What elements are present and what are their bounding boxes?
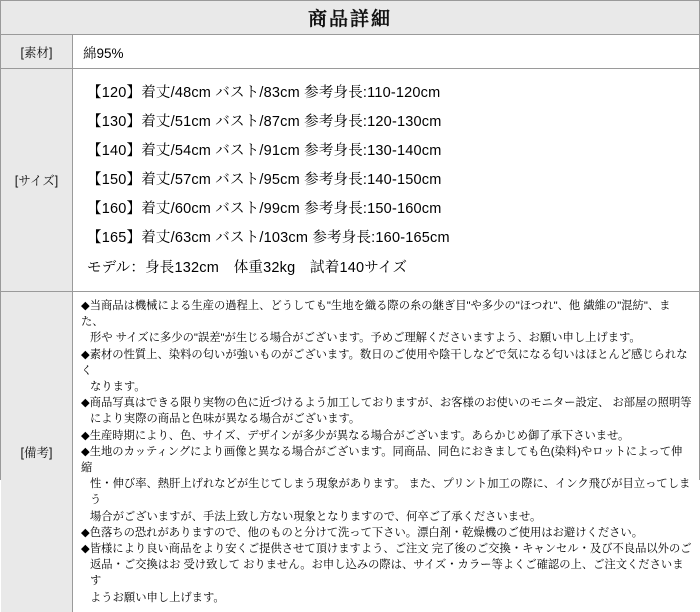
page-title: 商品詳細 [307,9,392,30]
note-line: ◆生地のカッティングにより画像と異なる場合がございます。同商品、同色におきましても色(染料)やロットによって伸縮 [81,445,683,475]
size-line: 【165】着丈/63cm バスト/103cm 参考身長:160-165cm [87,230,450,246]
note-line: ◆素材の性質上、染料の匂いが強いものがございます。数日のご使用や陰干しなどで気になる匂いはほとんど感じられなく [81,348,688,377]
product-detail-table [1,35,699,612]
table-row-material [1,35,699,69]
note-line: ◆当商品は機械による生産の過程上、どうしても"生地を織る際の糸の継ぎ目"や多少の"ほつれ"、他 繊維の"混紡"、また、 [81,300,671,329]
row-label-notes: [備考] [1,292,73,612]
table-row-size [1,69,699,292]
note-line: ようお願い申し上げます。 [90,591,225,604]
note-line: 返品・ご交換はお 受け致して おりません。お申し込みの際は、サイズ・カラー等よくご確認の上、ご注文くださいます [90,559,684,588]
size-line: 【140】着丈/54cm バスト/91cm 参考身長:130-140cm [87,143,442,159]
note-line: ◆生産時期により、色、サイズ、デザインが多少が異なる場合がございます。あらかじめ御了承下さいませ。 [81,429,630,442]
table-row-notes [1,292,699,612]
row-value-notes [73,292,699,612]
note-line: 場合がございますが、手法上致し方ない現象となりますので、何卒ご了承くださいませ。 [90,510,542,523]
size-line: 【160】着丈/60cm バスト/99cm 参考身長:150-160cm [87,201,442,217]
row-value-material: 綿95% [73,35,699,68]
note-line: により実際の商品と色味が異なる場合がございます。 [90,413,361,426]
row-label-material: [素材] [1,35,73,68]
page-title-bar [1,1,699,35]
note-line: なります。 [90,381,146,394]
note-line: 形や サイズに多少の"誤差"が生じる場合がございます。予めご理解くださいますよう、お願い申し上げます。 [90,332,641,345]
size-line: 【150】着丈/57cm バスト/95cm 参考身長:140-150cm [87,172,442,188]
size-line: 【130】着丈/51cm バスト/87cm 参考身長:120-130cm [87,114,442,130]
row-value-size [73,69,699,291]
note-line: ◆皆様により良い商品をより安くご提供させて頂けますよう、ご注文 完了後のご交換・キャンセル・及び不良品以外のご [81,543,692,556]
note-line: 性・伸び率、熱肝上げれなどが生じてしまう現象があります。 また、プリント加工の際に、インク飛びが目立ってしまう [90,478,691,507]
note-line: ◆色落ちの恐れがありますので、他のものと分けて洗って下さい。漂白剤・乾燥機のご使用はお避けください。 [81,526,644,539]
size-line: 【120】着丈/48cm バスト/83cm 参考身長:110-120cm [87,85,441,101]
row-label-size: [サイズ] [1,69,73,291]
size-model-info: モデル：身長132cm 体重32kg 試着140サイズ [87,260,408,276]
note-line: ◆商品写真はできる限り実物の色に近づけるよう加工しておりますが、お客様のお使いのモニター設定、 お部屋の照明等 [81,397,692,410]
